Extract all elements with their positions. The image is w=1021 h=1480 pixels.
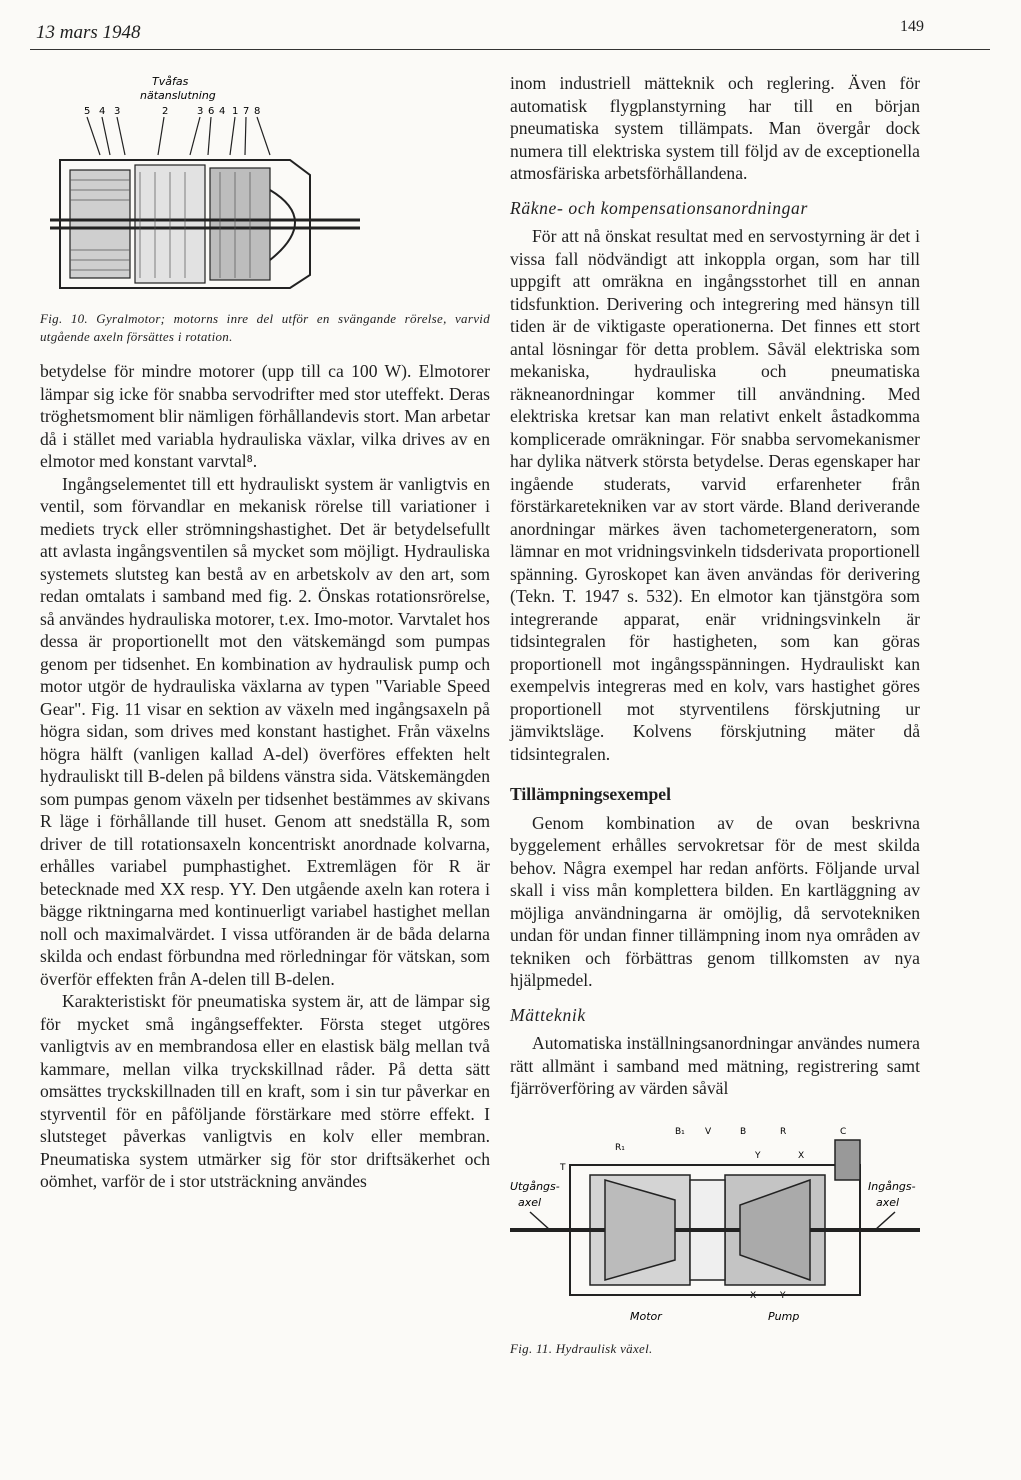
fig10-num: 4 [219, 106, 226, 117]
hydraulic-gear-drawing [510, 1120, 920, 1335]
fig11-letter: Y [780, 1290, 786, 1301]
section-heading: Räkne- och kompensationsanordningar [510, 197, 808, 218]
paragraph: Ingångselementet till ett hydrauliskt system är vanligtvis en ventil, som förvandlar en mekanisk rörelse till variationer i mediets tryck eller strömningshastighet. Det är betydelsefullt att avlasta ingångsventilen så mycket som möjligt. Hydrauliska systemets slutsteg kan bestå av en arbetskolv av den art, som redan omtalats i samband med fig. 2. Önskas rotationsrörelse, så användes hydrauliska motorer, t.ex. Imo-motor. Varvtalet hos dessa är proportionellt mot den vätskemängd som pumpas genom per tidsenhet. En kombination av hydraulisk pump och motor utgör de hydrauliska växlarna av typen "Variable Speed Gear". Fig. 11 visar en sektion av växeln med ingångsaxeln på högra sidan, som drives med konstant hastighet. Från växelns högra hälft (vanligen kallad A-del) överföres effekten helt hydrauliskt till B-delen på bildens vänstra sida. Vätskemängden som pumpas genom växeln per tidsenhet bestämmes av skivans R läge i förhållande till huset. Genom att snedställa R, som driver de till rotationsaxeln koncentriskt anordnade kolvarna, erhålles variabel pumphastighet. Extremlägen för R är betecknade med XX resp. YY. Den utgående axeln kan rotera i bägge riktningarna med kontinuerligt variabel hastighet mellan noll och maximalvärdet. I vissa utföranden är de båda delarna skilda och endast förbundna med rörledningar för vätskan, som överför effekten från A-delen till B-delen. [40, 473, 490, 989]
right-column [510, 72, 920, 1358]
header-date: 13 mars 1948 [36, 22, 141, 43]
paragraph: Genom kombination av de ovan beskrivna byggelement erhålles servokretsar för de mest skilda behov. Några exempel har redan anförts. Följande urval skall i viss mån komplettera bilden. En kartläggning av möjliga användningarna är omöjlig, då servotekniken undan för undan finner tillämpning inom nya områden av tekniken och förbättras genom tillkomsten av nya hjälpmedel. [510, 812, 920, 990]
fig10-num: 4 [99, 106, 106, 117]
fig11-letter: T [560, 1162, 566, 1173]
fig11-letter: V [705, 1126, 712, 1137]
paragraph: betydelse för mindre motorer (upp till ca 100 W). Elmotorer lämpar sig icke för snabba servodrifter med stor uteffekt. Deras tröghetsmoment blir nämligen förhållandevis stort. Man arbetar då i stället med variabla hydrauliska växlar, vilka drives av en elmotor med konstant varvtal⁸. [40, 361, 490, 471]
fig11-letter: Y [755, 1150, 761, 1161]
fig10-label-top-2: nätanslutning [140, 89, 216, 102]
page-number: 149 [900, 18, 924, 35]
fig11-letter: B₁ [675, 1126, 685, 1137]
figure-11-caption: Fig. 11. Hydraulisk växel. [510, 1340, 653, 1356]
paragraph: inom industriell mätteknik och reglering. Även för automatisk flygplanstyrning har till en början pneumatiska system tillämpats. Man övergår dock numera till elektriska system till följd av de exceptionella atmosfäriska arbetsförhållandena. [510, 73, 920, 183]
figure-11 [510, 1120, 920, 1358]
fig10-label-top-1: Tvåfas [152, 75, 189, 88]
fig11-output-label-1: Utgångs- [510, 1179, 560, 1193]
fig10-num: 6 [208, 106, 215, 117]
fig11-letter: X [750, 1290, 757, 1301]
fig11-letter: R [780, 1126, 787, 1137]
gyral-motor-drawing [40, 60, 490, 305]
figure-10 [40, 60, 490, 344]
fig11-letter: B [740, 1126, 747, 1137]
figure-10-caption: Fig. 10. Gyralmotor; motorns inre del utför en svängande rörelse, varvid utgående axeln försättes i rotation. [40, 311, 490, 344]
fig11-input-label-2: axel [876, 1195, 900, 1209]
fig10-num: 3 [114, 106, 121, 117]
section-heading: Mätteknik [510, 1004, 586, 1025]
fig11-input-label-1: Ingångs- [868, 1179, 916, 1193]
fig10-num: 3 [197, 106, 204, 117]
header-rule [30, 49, 990, 50]
fig10-num: 5 [84, 106, 91, 117]
left-column [40, 360, 490, 1193]
fig11-output-label-2: axel [518, 1195, 542, 1209]
paragraph: Automatiska inställningsanordningar användes numera rätt allmänt i samband med mätning, registrering samt fjärröverföring av värden såväl [510, 1033, 920, 1098]
fig11-letter: X [798, 1150, 805, 1161]
fig10-num: 7 [243, 106, 250, 117]
fig11-letter: C [840, 1126, 847, 1137]
section-heading: Tillämpningsexempel [510, 784, 671, 804]
fig10-num: 8 [254, 106, 261, 117]
fig10-num: 2 [162, 106, 169, 117]
fig11-pump-label: Pump [768, 1309, 800, 1323]
paragraph: Karakteristiskt för pneumatiska system är, att de lämpar sig för mycket små ingångseffekter. Första steget utgöres vanligtvis av en membrandosa eller en elastisk bälg mellan två kammare, mellan vilka tryckskillnad råder. På detta sätt omsättes tryckskillnaden till en kraft, som i sin tur påverkar en styrventil för en påföljande förstärkare med större effekt. I slutsteget påverkas vanligtvis en kolv eller membran. Pneumatiska system utmärker sig för stor driftsäkerhet och oömhet, varför de i stor utsträckning användes [40, 991, 490, 1191]
fig10-numbers [84, 106, 260, 117]
fig10-num: 1 [232, 106, 239, 117]
fig11-motor-label: Motor [630, 1309, 662, 1323]
fig11-letter: R₁ [615, 1142, 625, 1153]
paragraph: För att nå önskat resultat med en servostyrning är det i vissa fall nödvändigt att inkoppla organ, som har till uppgift att omräkna en ingångsstorhet till en annan tidsfunktion. Derivering och integrering med hänsyn till tiden är de viktigaste operationerna. Det finnes ett stort antal lösningar för detta problem. Såväl elektriska som mekaniska, hydrauliska och pneumatiska räkneanordningar kommer till användning. Med elektriska kretsar kan man relativt enkelt åstadkomma komplicerade omräkningar. För snabba servomekanismer har dylika nätverk största betydelse. Deras egenskaper har ingående studerats, varvid erfarenheter från förstärkaretekniken var av stort värde. Bland deriverande anordningar märkes även tachometergeneratorn, som lämnar en mot vridningsvinkeln tidsderivata proportionell spänning. Gyroskopet kan även användas för derivering (Tekn. T. 1947 s. 532). En elmotor kan tjänstgöra som integrerande apparat, enär vridningsvinkeln är tidsintegralen för hastigheten, som kan göras proportionell mot ingångsspänningen. Hydrauliskt kan exempelvis integreras med en kolv, vars hastighet göres proportionell mot styrventilens förskjutning ur jämviktsläge. Kolvens förskjutning mäter då tidsintegralen. [510, 226, 920, 764]
